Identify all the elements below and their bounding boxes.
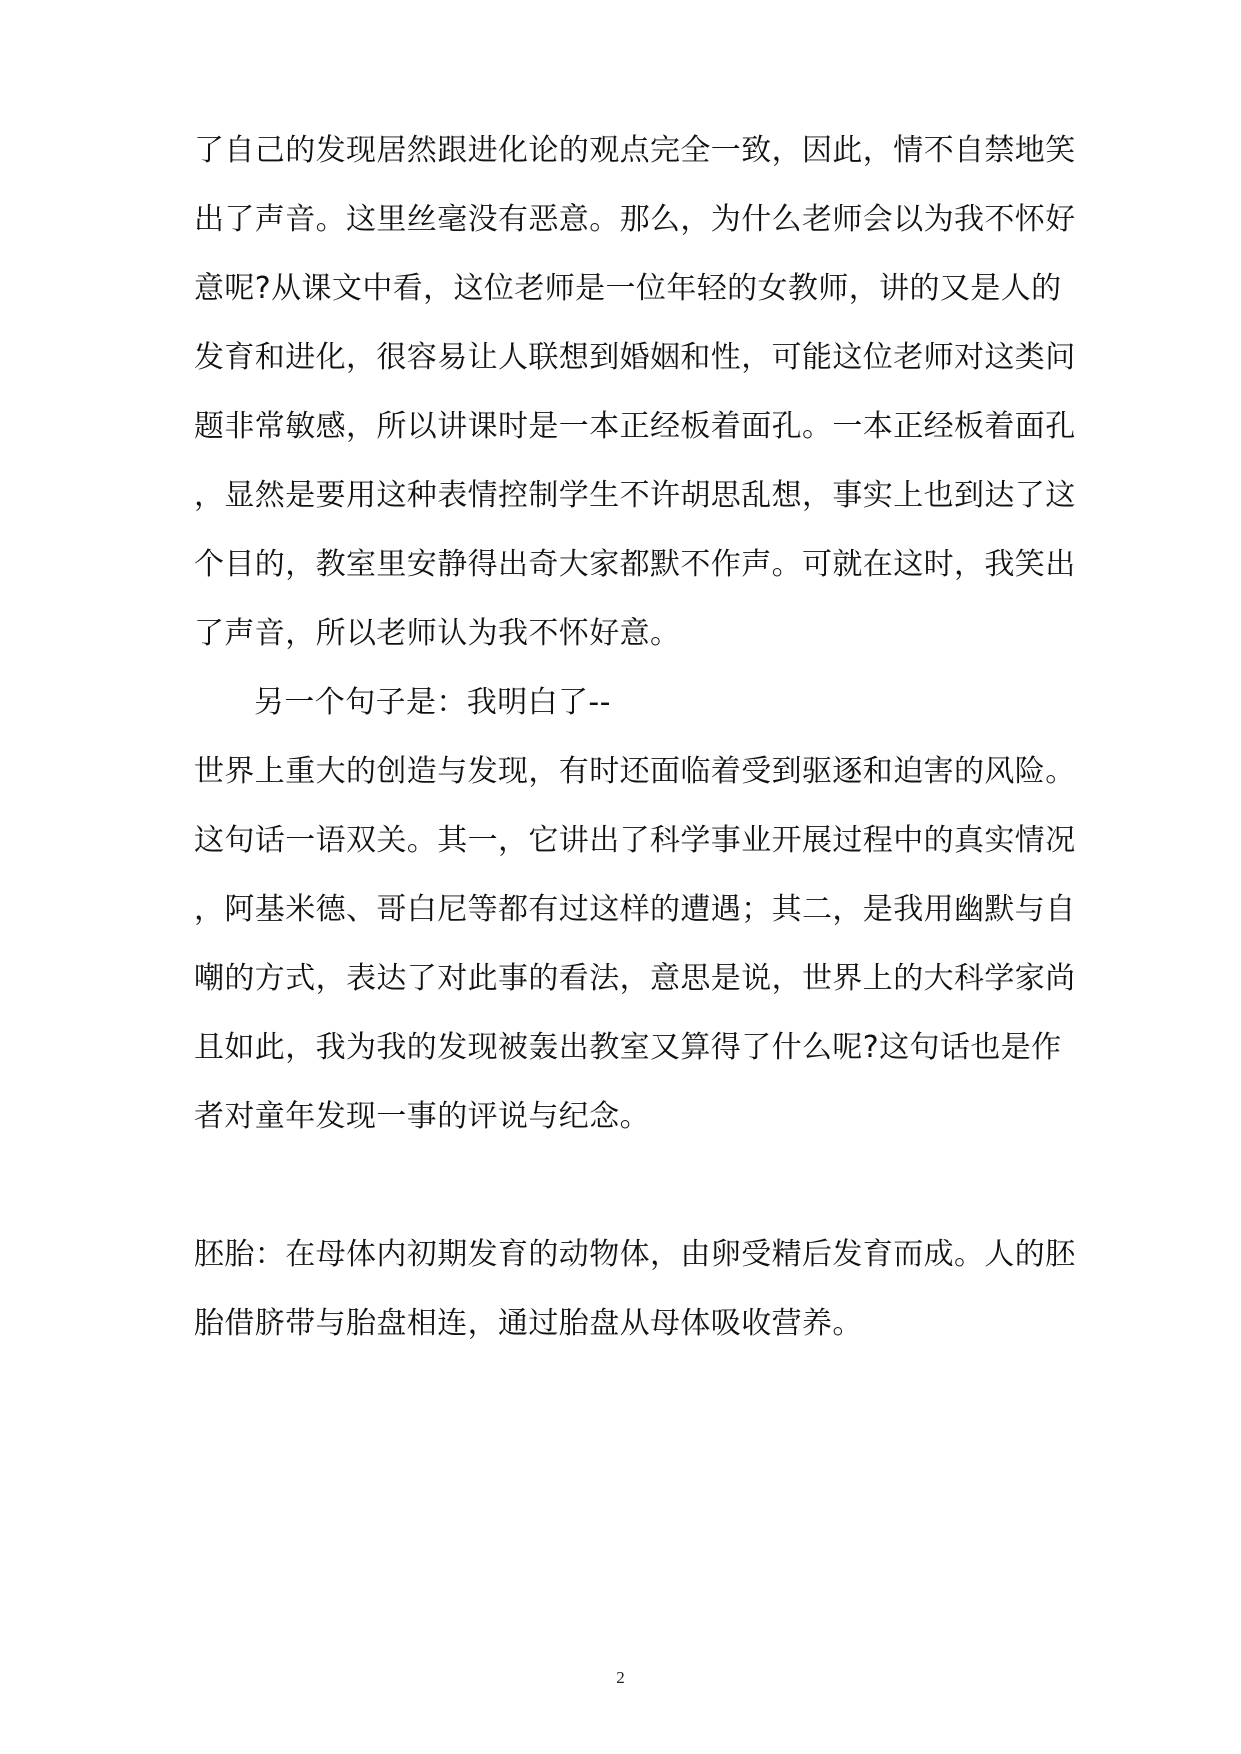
text-line: 了声音，所以老师认为我不怀好意。 bbox=[194, 616, 681, 651]
text-line: 题非常敏感，所以讲课时是一本正经板着面孔。一本正经板着面孔 bbox=[194, 409, 1076, 444]
text-line: 胎借脐带与胎盘相连，通过胎盘从母体吸收营养。 bbox=[194, 1306, 863, 1341]
text-line: 发育和进化，很容易让人联想到婚姻和性，可能这位老师对这类问 bbox=[194, 340, 1076, 375]
page-number: 2 bbox=[616, 1668, 625, 1687]
text-line: 者对童年发现一事的评说与纪念。 bbox=[194, 1099, 650, 1134]
text-line: 嘲的方式，表达了对此事的看法，意思是说，世界上的大科学家尚 bbox=[194, 961, 1076, 996]
text-line: 另一个句子是：我明白了-- bbox=[254, 685, 611, 720]
text-line: 世界上重大的创造与发现，有时还面临着受到驱逐和迫害的风险。 bbox=[194, 754, 1076, 789]
text-line: ，显然是要用这种表情控制学生不许胡思乱想，事实上也到达了这 bbox=[194, 478, 1076, 513]
text-line: 胚胎：在母体内初期发育的动物体，由卵受精后发育而成。人的胚 bbox=[194, 1237, 1076, 1272]
text-line: 这句话一语双关。其一，它讲出了科学事业开展过程中的真实情况 bbox=[194, 823, 1076, 858]
text-line: ，阿基米德、哥白尼等都有过这样的遭遇；其二，是我用幽默与自 bbox=[194, 892, 1076, 927]
text-line: 个目的，教室里安静得出奇大家都默不作声。可就在这时，我笑出 bbox=[194, 547, 1076, 582]
text-line: 出了声音。这里丝毫没有恶意。那么，为什么老师会以为我不怀好 bbox=[194, 202, 1076, 237]
text-line: 且如此，我为我的发现被轰出教室又算得了什么呢?这句话也是作 bbox=[194, 1030, 1062, 1065]
text-line: 意呢?从课文中看，这位老师是一位年轻的女教师，讲的又是人的 bbox=[194, 271, 1062, 306]
text-line: 了自己的发现居然跟进化论的观点完全一致，因此，情不自禁地笑 bbox=[194, 133, 1076, 168]
